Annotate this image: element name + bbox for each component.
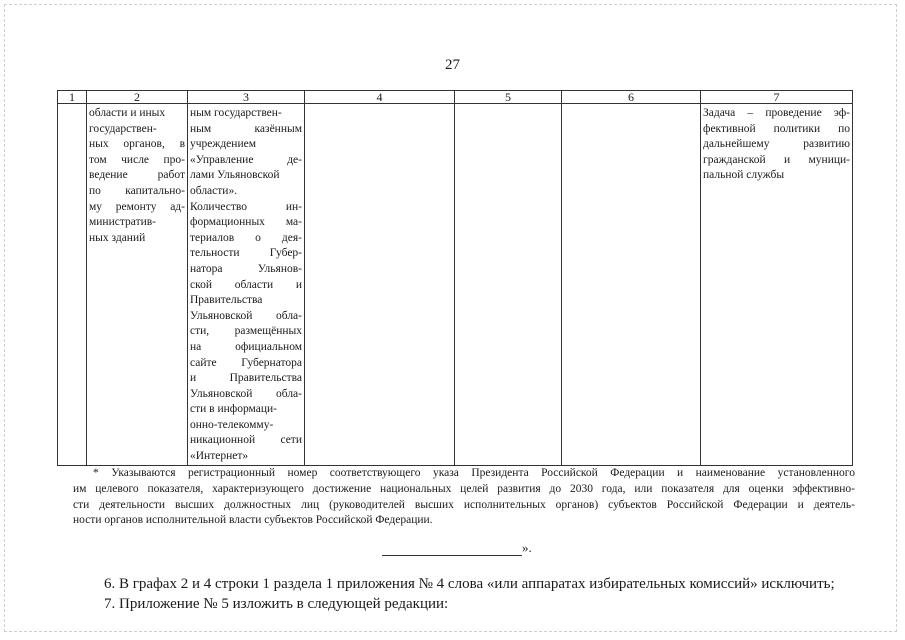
text-line: му ремонту ад- bbox=[89, 200, 185, 213]
cell-col-3 bbox=[188, 104, 305, 466]
text-line: дальнейшему развитию bbox=[703, 138, 850, 151]
text-line: по капитально- bbox=[89, 184, 185, 197]
text-line: натора Ульянов- bbox=[190, 262, 302, 275]
text-line: Задача – проведение эф- bbox=[703, 107, 850, 119]
table-header-row bbox=[58, 91, 853, 104]
text-line: ным государствен- bbox=[190, 107, 282, 119]
text-line: никационной сети bbox=[190, 434, 302, 447]
text-line: пальной службы bbox=[703, 169, 785, 182]
column-header-1: 1 bbox=[58, 91, 87, 104]
text-line: ных органов, в bbox=[89, 138, 185, 151]
cell-col-6 bbox=[562, 104, 701, 466]
footnote-line: сти деятельности высших должностных лиц (руководителей высших исполнительных органов) субъектов Российской Федерации и деятель- bbox=[73, 498, 855, 511]
text-line: области и иных bbox=[89, 107, 166, 119]
text-line: фективной политики по bbox=[703, 122, 850, 135]
text-line: «Интернет» bbox=[190, 450, 249, 463]
footnote bbox=[73, 466, 855, 529]
text-line: сти в информаци- bbox=[190, 403, 277, 416]
cell-col-2 bbox=[87, 104, 188, 466]
text-line: сти, размещённых bbox=[190, 325, 302, 338]
text-line: онно-телекомму- bbox=[190, 418, 274, 431]
text-line: учреждением bbox=[190, 138, 256, 151]
text-line: министратив- bbox=[89, 216, 157, 229]
text-line: «Управление де- bbox=[190, 153, 302, 166]
cell-col-5 bbox=[455, 104, 562, 466]
column-header-6: 6 bbox=[562, 91, 701, 104]
column-header-3: 3 bbox=[188, 91, 305, 104]
text-line: том числе про- bbox=[89, 153, 185, 166]
cell-col-7 bbox=[701, 104, 853, 466]
text-line: тельности Губер- bbox=[190, 247, 302, 260]
document-table bbox=[57, 90, 853, 466]
closing-mark: ». bbox=[522, 540, 532, 555]
column-header-4: 4 bbox=[305, 91, 455, 104]
column-header-5: 5 bbox=[455, 91, 562, 104]
item-7: 7. Приложение № 5 изложить в следующей редакции: bbox=[104, 596, 449, 612]
text-line: Ульяновской обла- bbox=[190, 387, 302, 400]
text-line: териалов о дея- bbox=[190, 231, 302, 244]
text-line: лами Ульяновской bbox=[190, 169, 280, 182]
text-line: ской области и bbox=[190, 278, 302, 291]
footnote-line: * Указываются регистрационный номер соответствующего указа Президента Российской Федерации и наименование установленного bbox=[93, 467, 855, 479]
footnote-line: ности органов исполнительной власти субъектов Российской Федерации. bbox=[73, 514, 433, 527]
text-line: формационных ма- bbox=[190, 216, 302, 229]
page-number: 27 bbox=[445, 57, 460, 73]
table-row bbox=[58, 104, 853, 466]
text-line: области». bbox=[190, 184, 238, 197]
cell-col-1 bbox=[58, 104, 87, 466]
text-line: Правительства bbox=[190, 294, 263, 307]
cell-col-4 bbox=[305, 104, 455, 466]
column-header-2: 2 bbox=[87, 91, 188, 104]
cell-col-3-text bbox=[190, 106, 302, 465]
text-line: ведение работ bbox=[89, 169, 185, 182]
column-header-7: 7 bbox=[701, 91, 853, 104]
text-line: Ульяновской обла- bbox=[190, 309, 302, 322]
text-line: на официальном bbox=[190, 340, 302, 353]
text-line: ным казённым bbox=[190, 122, 302, 135]
cell-col-7-text bbox=[703, 106, 850, 184]
cell-col-2-text bbox=[89, 106, 185, 246]
text-line: Количество ин- bbox=[190, 200, 302, 213]
text-line: ных зданий bbox=[89, 231, 146, 244]
text-line: сайте Губернатора bbox=[190, 356, 302, 369]
text-line: государствен- bbox=[89, 122, 157, 135]
closing-quote bbox=[382, 540, 532, 556]
item-6: 6. В графах 2 и 4 строки 1 раздела 1 приложения № 4 слова «или аппаратах избирательных комиссий» исключить; bbox=[104, 576, 835, 592]
footnote-line: им целевого показателя, характеризующего достижение национальных целей развития до 2030 года, или показателя для оценки эффективно- bbox=[73, 482, 855, 495]
text-line: гражданской и муници- bbox=[703, 153, 850, 166]
text-line: и Правительства bbox=[190, 372, 302, 385]
signature-line bbox=[382, 542, 522, 556]
